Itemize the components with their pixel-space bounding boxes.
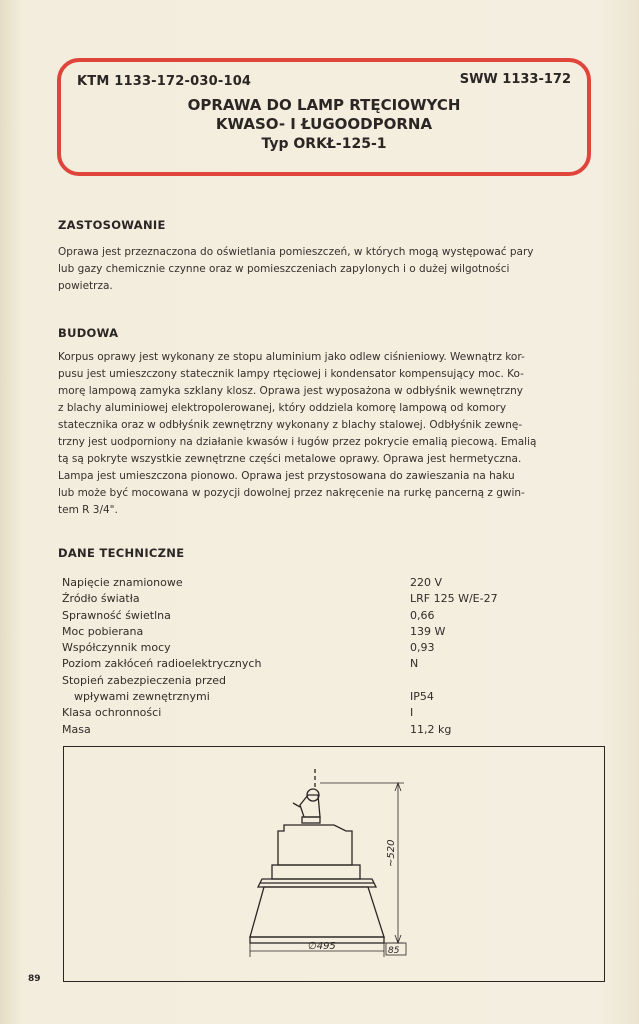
spec-row <box>62 673 560 689</box>
heading-dane-techniczne: DANE TECHNICZNE <box>58 546 185 560</box>
budowa-line: statecznika oraz w odbłyśnik zewnętrzny wykonany z blachy stalowej. Odbłyśnik zewnę- <box>58 419 523 431</box>
spec-row <box>62 689 560 705</box>
lamp-reflector <box>250 887 384 937</box>
spec-row <box>62 722 560 738</box>
spec-value: N <box>410 657 419 671</box>
spec-row <box>62 656 560 672</box>
budowa-line: z blachy aluminiowej elektropolerowanej, który oddziela komorę lampową od komory <box>58 402 507 414</box>
spec-value: 0,93 <box>410 641 435 655</box>
spec-label: Klasa ochronności <box>62 706 162 720</box>
budowa-line: pusu jest umieszczony statecznik lampy rtęciowej i kondensator kompensujący moc. Ko- <box>58 368 524 380</box>
zastosowanie-text <box>58 244 598 295</box>
zastosowanie-line: Oprawa jest przeznaczona do oświetlania pomieszczeń, w których mogą występować pary <box>58 246 534 258</box>
zastosowanie-line: powietrza. <box>58 280 113 292</box>
lamp-neck <box>302 817 320 823</box>
lamp-band <box>272 865 360 879</box>
document-title <box>61 96 587 154</box>
spec-label: wpływami zewnętrznymi <box>74 690 210 704</box>
budowa-line: Lampa jest umieszczona pionowo. Oprawa jest przystosowana do zawieszania na haku <box>58 470 515 482</box>
base-dimension-label: 85 <box>388 946 400 956</box>
width-dimension-label: ∅495 <box>308 941 336 952</box>
sww-code: SWW 1133-172 <box>459 72 571 87</box>
title-line-2: KWASO- I ŁUGOODPORNA <box>215 115 433 133</box>
lamp-drawing <box>64 747 606 983</box>
budowa-line: Korpus oprawy jest wykonany ze stopu aluminium jako odlew ciśnieniowy. Wewnątrz kor- <box>58 351 525 363</box>
title-line-1: OPRAWA DO LAMP RTĘCIOWYCH <box>187 96 461 114</box>
budowa-line: tą są pokryte wszystkie zewnętrzne części metalowe oprawy. Oprawa jest hermetyczna. <box>58 453 522 465</box>
spec-label: Napięcie znamionowe <box>62 576 183 589</box>
spec-value <box>410 673 560 689</box>
budowa-line: tem R 3/4". <box>58 504 118 516</box>
product-type: Typ ORKŁ-125-1 <box>261 136 387 152</box>
mount-bracket <box>300 795 320 817</box>
heading-budowa: BUDOWA <box>58 326 119 340</box>
heading-zastosowanie: ZASTOSOWANIE <box>58 218 166 232</box>
budowa-line: lub może być mocowana w pozycji dowolnej przez nakręcenie na rurkę pancerną z gwin- <box>58 487 525 499</box>
page-number: 89 <box>28 974 41 984</box>
spec-row <box>62 575 560 591</box>
technical-drawing <box>63 746 605 982</box>
spec-label: Sprawność świetlna <box>62 608 171 622</box>
budowa-text <box>58 349 598 519</box>
ktm-code: KTM 1133-172-030-104 <box>77 74 252 89</box>
height-dimension-label: ~520 <box>386 839 397 867</box>
spec-value: 11,2 kg <box>410 722 452 736</box>
budowa-line: morę lampową zamyka szklany klosz. Oprawa jest wyposażona w odbłyśnik wewnętrzny <box>58 385 523 397</box>
spec-row <box>62 705 560 721</box>
spec-value: IP54 <box>410 690 434 704</box>
spec-label: Źródło światła <box>62 592 140 606</box>
zastosowanie-line: lub gazy chemicznie czynne oraz w pomieszczeniach zapylonych i o dużej wilgotności <box>58 263 510 275</box>
spec-value: 139 W <box>410 624 446 638</box>
header-frame <box>57 58 591 176</box>
spec-value: 0,66 <box>410 608 435 622</box>
budowa-line: trzny jest uodporniony na działanie kwasów i ługów przez pokrycie emalią piecową. Emalią <box>58 436 537 448</box>
spec-label: Moc pobierana <box>62 624 144 638</box>
spec-value: I <box>410 706 414 720</box>
spec-row <box>62 640 560 656</box>
spec-row <box>62 591 560 607</box>
spec-label: Poziom zakłóceń radioelektrycznych <box>62 657 262 671</box>
spec-label: Współczynnik mocy <box>62 641 171 655</box>
spec-row <box>62 608 560 624</box>
spec-label: Stopień zabezpieczenia przed <box>62 673 227 687</box>
spec-table <box>62 575 560 738</box>
lamp-housing <box>278 825 352 865</box>
spec-label: Masa <box>62 722 91 736</box>
spec-value: LRF 125 W/E-27 <box>410 592 498 606</box>
spec-row <box>62 624 560 640</box>
spec-value: 220 V <box>410 576 443 589</box>
